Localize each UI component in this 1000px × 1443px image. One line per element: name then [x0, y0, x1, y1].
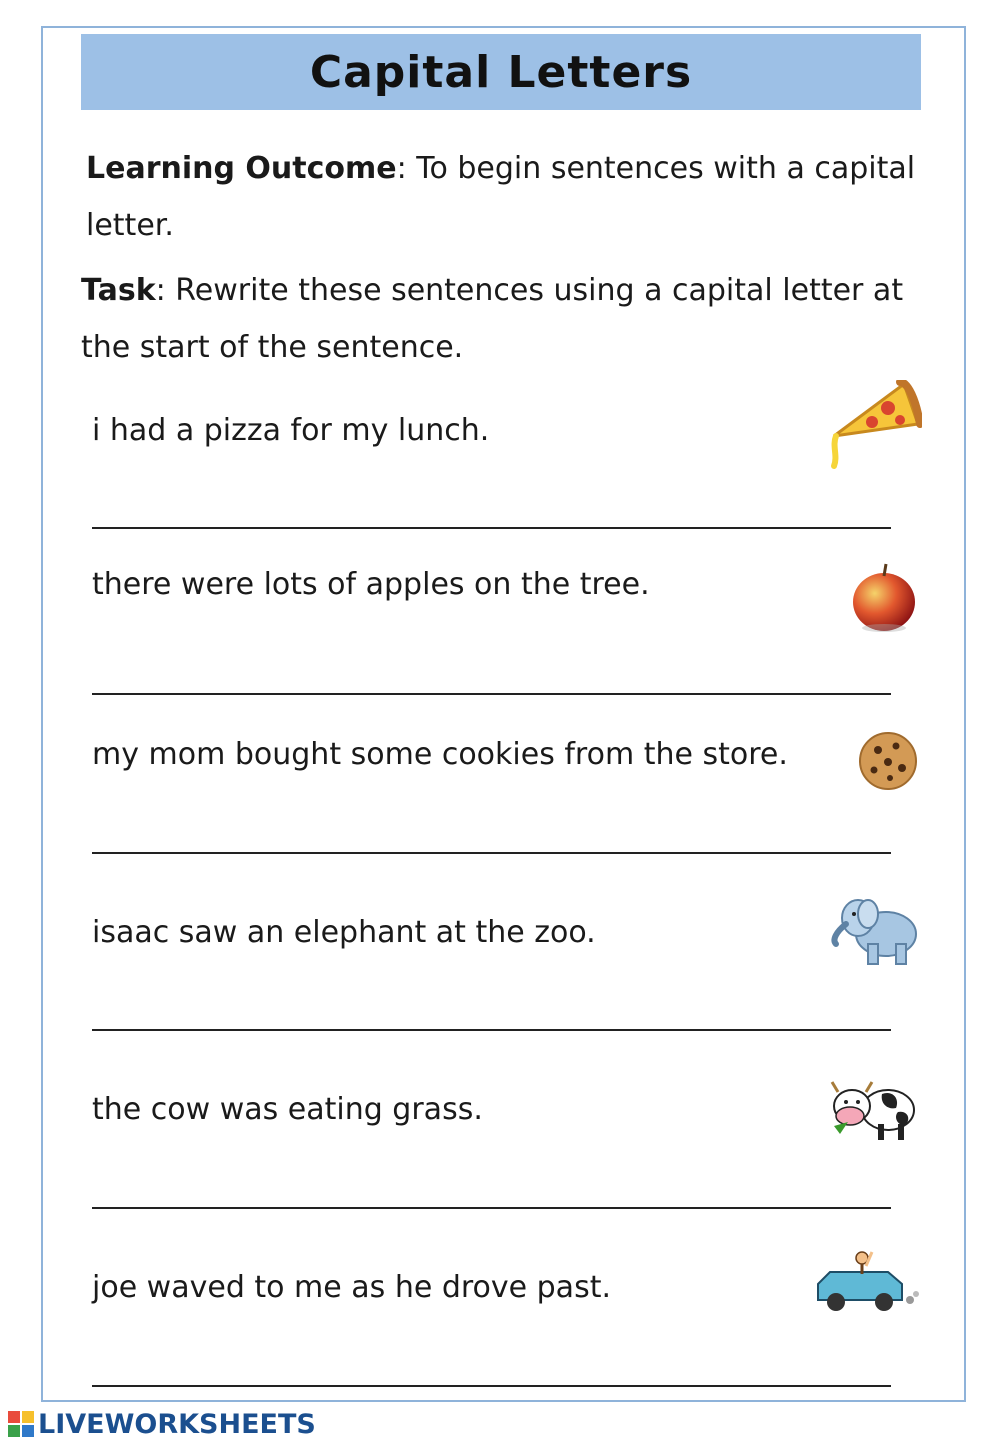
sentence-2: there were lots of apples on the tree.	[92, 567, 650, 602]
learning-outcome-label: Learning Outcome	[86, 151, 397, 186]
learning-outcome	[86, 140, 916, 254]
answer-line-1[interactable]	[92, 527, 891, 529]
car-icon	[810, 1244, 922, 1316]
learning-outcome-text: : To begin sentences with a capital letter.	[86, 151, 916, 243]
sentence-1: i had a pizza for my lunch.	[92, 413, 490, 448]
sentence-6: joe waved to me as he drove past.	[92, 1270, 611, 1305]
footer	[8, 1409, 316, 1439]
answer-line-5[interactable]	[92, 1207, 891, 1209]
answer-line-3[interactable]	[92, 852, 891, 854]
answer-line-2[interactable]	[92, 693, 891, 695]
elephant-icon	[828, 888, 924, 970]
task-instructions	[81, 262, 941, 376]
sentence-5: the cow was eating grass.	[92, 1092, 483, 1127]
pizza-icon	[826, 380, 922, 470]
task-text: : Rewrite these sentences using a capital letter at the start of the sentence.	[81, 273, 904, 365]
cow-icon	[826, 1076, 918, 1146]
answer-line-4[interactable]	[92, 1029, 891, 1031]
task-label: Task	[81, 273, 156, 308]
cookie-icon	[858, 730, 918, 792]
apple-icon	[850, 562, 918, 634]
page-title: Capital Letters	[309, 46, 693, 98]
title-bar	[81, 34, 921, 110]
footer-brand[interactable]: LIVEWORKSHEETS	[38, 1408, 316, 1440]
sentence-3: my mom bought some cookies from the store.	[92, 737, 788, 772]
answer-line-6[interactable]	[92, 1385, 891, 1387]
liveworksheets-logo-icon	[8, 1411, 34, 1437]
sentence-4: isaac saw an elephant at the zoo.	[92, 915, 596, 950]
